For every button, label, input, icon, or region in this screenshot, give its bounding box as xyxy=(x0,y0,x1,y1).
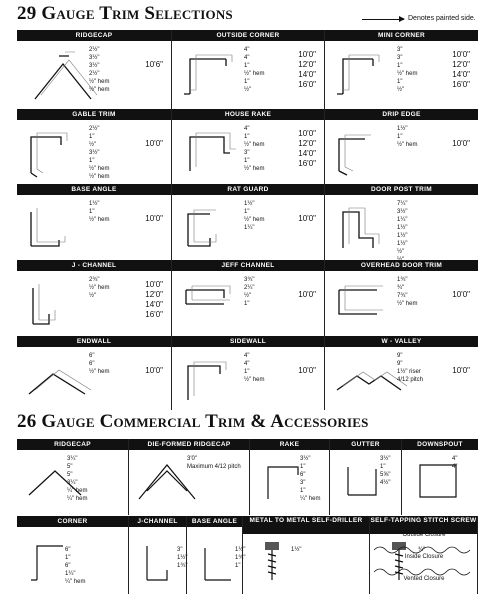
trim-length: 14'0" xyxy=(298,70,316,79)
trim-header: BASE ANGLE xyxy=(17,184,171,195)
trim-profile-line xyxy=(205,548,231,580)
trim-profile-depth xyxy=(194,210,216,242)
trim26-cell-metal-to-metal-self-driller xyxy=(243,516,370,594)
trim-cell-endwall xyxy=(17,336,172,410)
closure-wave-icon xyxy=(374,522,470,530)
trim-dimension-notes xyxy=(397,46,441,94)
trim-dimension-notes xyxy=(291,546,301,554)
trim-profile-line xyxy=(339,139,365,175)
trim-length-list xyxy=(298,290,316,300)
trim26-cell-rake xyxy=(250,439,330,515)
trim-length: 10'0" xyxy=(452,366,470,375)
dimension-note: ¼" hem xyxy=(300,496,321,502)
trim-header: RIDGECAP xyxy=(17,30,171,41)
gauge26-title: 26 Gauge Commercial Trim & Accessories xyxy=(17,411,369,432)
trim-dimension-notes xyxy=(187,455,241,471)
trim-profile-depth xyxy=(345,135,371,171)
closure-label: Outside Closure xyxy=(402,532,446,538)
dimension-note: ½" hem xyxy=(89,174,110,180)
trim-length: 10'6" xyxy=(145,60,163,69)
trim-header: DOOR POST TRIM xyxy=(325,184,478,195)
trim26-cell-base-angle xyxy=(187,516,246,594)
trim-length: 16'0" xyxy=(452,80,470,89)
trim-header: OUTSIDE CORNER xyxy=(172,30,324,41)
trim26-cell-die-formed-ridgecap xyxy=(129,439,250,515)
dimension-note: ½" hem xyxy=(89,217,110,223)
dimension-note: 1½" xyxy=(397,233,408,239)
trim-cell-rat-guard xyxy=(172,184,325,260)
dimension-note: 3½" xyxy=(89,55,100,61)
trim-dimension-notes xyxy=(89,200,133,224)
dimension-note: 2½" xyxy=(89,47,100,53)
trim-length-list xyxy=(145,280,163,320)
dimension-note: 3¼" xyxy=(67,480,78,486)
trim-profile-line xyxy=(33,288,49,324)
trim-profile-line xyxy=(268,467,298,499)
dimension-note: 7¼" xyxy=(397,201,408,207)
trim-profile-line xyxy=(188,366,220,400)
trim-dimension-notes xyxy=(300,455,320,503)
dimension-note: 1" xyxy=(244,369,250,375)
dimension-note: 3¼" xyxy=(67,456,78,462)
trim-length: 12'0" xyxy=(452,60,470,69)
dimension-note: 1" xyxy=(65,555,71,561)
dimension-note: 6" xyxy=(89,361,95,367)
trim-header: ENDWALL xyxy=(17,336,171,347)
dimension-note: 1" xyxy=(380,464,386,470)
trim-header: BASE ANGLE xyxy=(187,516,242,527)
closure-item xyxy=(374,522,474,538)
dimension-note: 1" xyxy=(89,209,95,215)
dimension-note: ½" hem xyxy=(89,79,110,85)
dimension-note: 4" xyxy=(244,361,250,367)
dimension-note: 4" xyxy=(244,353,250,359)
trim-length-list xyxy=(145,139,163,149)
trim-profile-line xyxy=(31,137,61,177)
trim-header: METAL TO METAL SELF-DRILLER xyxy=(243,516,369,534)
dimension-note: ½" xyxy=(89,293,97,299)
dimension-note: ½" xyxy=(397,87,405,93)
dimension-note: ½" hem xyxy=(244,166,265,172)
dimension-note: 3½" xyxy=(89,150,100,156)
dimension-note: 4½" xyxy=(380,480,391,486)
trim-length: 10'0" xyxy=(452,50,470,59)
trim-profile-line xyxy=(31,546,63,580)
trim-dimension-notes xyxy=(177,546,187,570)
dimension-note: 1½" xyxy=(177,555,188,561)
closure-wave-icon xyxy=(374,566,470,574)
trim-profile-line xyxy=(29,374,85,394)
dimension-note: 5" xyxy=(67,472,73,478)
trim-header: SIDEWALL xyxy=(172,336,324,347)
dimension-note: 1" xyxy=(244,301,250,307)
trim-dimension-notes xyxy=(89,46,133,94)
dimension-note: ½" hem xyxy=(244,377,265,383)
trim-header: J - CHANNEL xyxy=(17,260,171,271)
dimension-note: 1" xyxy=(397,79,403,85)
trim-profile-line xyxy=(188,214,210,246)
trim-dimension-notes xyxy=(244,46,288,94)
trim-cell-j-channel xyxy=(17,260,172,336)
dimension-note: 1" xyxy=(397,63,403,69)
trim-header: DOWNSPOUT xyxy=(402,439,478,450)
screw-thread xyxy=(268,550,276,580)
dimension-note: 4" xyxy=(244,47,250,53)
trim-header: MINI CORNER xyxy=(325,30,478,41)
dimension-note: 5" xyxy=(67,464,73,470)
dimension-note: 3½" xyxy=(89,63,100,69)
dimension-note: 2½" xyxy=(89,126,100,132)
dimension-note: 9" xyxy=(397,361,403,367)
dimension-note: 1" xyxy=(244,134,250,140)
dimension-note: 1¼" xyxy=(65,571,76,577)
trim-header: GABLE TRIM xyxy=(17,109,171,120)
dimension-note: 6" xyxy=(89,353,95,359)
trim-header: OVERHEAD DOOR TRIM xyxy=(325,260,478,271)
trim-cell-mini-corner xyxy=(325,30,478,109)
trim-length: 12'0" xyxy=(298,139,316,148)
trim-cell-sidewall xyxy=(172,336,325,410)
trim-length: 10'0" xyxy=(298,214,316,223)
trim-header: CORNER xyxy=(17,516,128,527)
trim-profile-line xyxy=(348,467,376,495)
dimension-note: 1" xyxy=(397,134,403,140)
dimension-note: 4" xyxy=(244,55,250,61)
trim-length: 10'0" xyxy=(145,280,163,289)
trim-cell-w-valley xyxy=(325,336,478,410)
trim-profile-depth xyxy=(37,133,67,173)
dimension-note: 1" xyxy=(244,158,250,164)
trim-profile-line xyxy=(343,212,373,248)
trim-dimension-notes xyxy=(452,455,457,471)
dimension-note: 1¼" xyxy=(244,225,255,231)
trim-length: 14'0" xyxy=(452,70,470,79)
dimension-note: ½" hem xyxy=(244,217,265,223)
trim-cell-house-rake xyxy=(172,109,325,184)
trim-header: SELF-TAPPING STITCH SCREW xyxy=(370,516,477,534)
dimension-note: 3" xyxy=(300,480,306,486)
dimension-note: 1½" xyxy=(244,201,255,207)
trim-length-list xyxy=(452,290,470,300)
dimension-note: 3" xyxy=(177,547,183,553)
dimension-note: 1" xyxy=(235,563,241,569)
painted-side-legend xyxy=(362,17,477,31)
dimension-note: 1¾" xyxy=(235,555,246,561)
trim-profile-line xyxy=(337,59,373,94)
dimension-note: 1¾" xyxy=(177,563,188,569)
trim-length-list xyxy=(298,214,316,224)
trim26-cell-j-channel xyxy=(129,516,187,594)
dimension-note: ½" xyxy=(244,293,252,299)
dimension-note: 1" xyxy=(244,79,250,85)
dimension-note: 9" xyxy=(397,353,403,359)
trim-dimension-notes xyxy=(397,276,441,308)
dimension-note: 1" xyxy=(89,134,95,140)
trim26-cell-downspout xyxy=(402,439,478,515)
dimension-note: 1½" xyxy=(397,225,408,231)
trim-dimension-notes xyxy=(89,125,133,181)
dimension-note: ¾" xyxy=(418,547,426,553)
trim-length: 16'0" xyxy=(298,80,316,89)
dimension-note: 1" xyxy=(300,488,306,494)
dimension-note: 3½" xyxy=(397,209,408,215)
trim-cell-outside-corner xyxy=(172,30,325,109)
dimension-note: 6" xyxy=(65,547,71,553)
screw-head xyxy=(265,542,279,550)
dimension-note: ¾" xyxy=(397,285,405,291)
trim-length-list xyxy=(298,129,316,169)
closure-label: Vented Closure xyxy=(403,576,445,582)
trim-length-list xyxy=(145,366,163,376)
trim-dimension-notes xyxy=(244,276,288,308)
trim-length: 10'0" xyxy=(452,139,470,148)
dimension-note: 7¾" xyxy=(397,293,408,299)
dimension-note: 6" xyxy=(65,563,71,569)
dimension-note: 3" xyxy=(397,55,403,61)
trim-cell-door-post-trim xyxy=(325,184,478,260)
closure-label: Inside Closure xyxy=(404,554,444,560)
dimension-note: 4" xyxy=(452,456,458,462)
trim-profile-line xyxy=(35,56,91,99)
trim26-cell-ridgecap xyxy=(17,439,129,515)
closure-item xyxy=(374,566,474,582)
trim-profile-line xyxy=(31,212,59,246)
trim-profile-depth xyxy=(39,284,55,320)
closure-list xyxy=(374,522,474,588)
dimension-note: 3" xyxy=(397,47,403,53)
dimension-note: 5⅝" xyxy=(380,472,391,478)
trim-length: 10'0" xyxy=(298,50,316,59)
dimension-note: 6" xyxy=(300,472,306,478)
trim-cell-base-angle xyxy=(17,184,172,260)
trim-length-list xyxy=(145,214,163,224)
trim-length-list xyxy=(298,366,316,376)
dimension-note: 3¾" xyxy=(244,277,255,283)
trim-length: 12'0" xyxy=(298,60,316,69)
trim-profile-line xyxy=(186,290,224,304)
dimension-note: 3'0" xyxy=(187,456,197,462)
dimension-note: 1" xyxy=(244,209,250,215)
painted-side-arrow-icon xyxy=(362,19,404,20)
trim-dimension-notes xyxy=(397,200,441,264)
trim-header: DRIP EDGE xyxy=(325,109,478,120)
trim-profile-depth xyxy=(196,133,236,167)
trim-length-list xyxy=(452,366,470,376)
dimension-note: ½" hem xyxy=(397,301,418,307)
trim-length: 10'0" xyxy=(298,129,316,138)
trim-dimension-notes xyxy=(380,455,390,487)
trim-profile-depth xyxy=(194,362,226,396)
trim-dimension-notes xyxy=(67,455,87,503)
trim-header: J-CHANNEL xyxy=(129,516,186,527)
trim-length: 14'0" xyxy=(298,149,316,158)
dimension-note: 1¾" xyxy=(397,277,408,283)
trim-dimension-notes xyxy=(244,200,288,232)
trim-header: DIE-FORMED RIDGECAP xyxy=(129,439,249,450)
trim-length-list xyxy=(452,50,470,90)
dimension-note: ½" hem xyxy=(89,285,110,291)
dimension-note: 2¾" xyxy=(89,277,100,283)
trim-profile-line xyxy=(184,59,226,94)
trim-dimension-notes xyxy=(244,352,288,384)
trim-dimension-notes xyxy=(89,276,133,300)
trim-cell-ridgecap xyxy=(17,30,172,109)
dimension-note: ½" xyxy=(244,87,252,93)
dimension-note: 1" xyxy=(89,158,95,164)
dimension-note: 1¼" xyxy=(397,217,408,223)
dimension-note: 1½" xyxy=(397,241,408,247)
trim-header: RAKE xyxy=(250,439,329,450)
trim-dimension-notes xyxy=(397,352,441,384)
trim-length: 10'0" xyxy=(298,366,316,375)
trim-dimension-notes xyxy=(89,352,133,376)
trim-profile-line xyxy=(420,465,456,497)
closure-wave-icon xyxy=(374,544,470,552)
trim-profile-line xyxy=(337,376,401,390)
trim-cell-overhead-door-trim xyxy=(325,260,478,336)
dimension-note: Maximum 4/12 pitch xyxy=(187,464,241,470)
dimension-note: 1½" xyxy=(291,547,302,553)
trim-header: RAT GUARD xyxy=(172,184,324,195)
trim-length: 10'0" xyxy=(145,214,163,223)
dimension-note: 1" xyxy=(300,464,306,470)
gauge29-title: 29 Gauge Trim Selections xyxy=(17,3,233,24)
dimension-note: ½" hem xyxy=(397,142,418,148)
dimension-note: 4/12 pitch xyxy=(397,377,424,383)
trim-length: 10'0" xyxy=(145,139,163,148)
trim-length: 16'0" xyxy=(145,310,163,319)
dimension-note: 2½" xyxy=(89,71,100,77)
trim-header: RIDGECAP xyxy=(17,439,128,450)
trim-header: GUTTER xyxy=(330,439,401,450)
dimension-note: ½" hem xyxy=(244,142,265,148)
trim-profile-line xyxy=(147,546,167,580)
trim-length: 12'0" xyxy=(145,290,163,299)
trim-length-list xyxy=(145,60,163,70)
trim-dimension-notes xyxy=(244,125,288,173)
painted-side-legend-text: Denotes painted side. xyxy=(408,15,476,22)
trim-length-list xyxy=(298,50,316,90)
screw-icon xyxy=(251,536,301,586)
trim-length: 16'0" xyxy=(298,159,316,168)
trim-cell-gable-trim xyxy=(17,109,172,184)
closure-item xyxy=(374,544,474,560)
trim-cell-drip-edge xyxy=(325,109,478,184)
dimension-note: 1½" xyxy=(397,126,408,132)
trim-length: 14'0" xyxy=(145,300,163,309)
dimension-note: ½" hem xyxy=(397,71,418,77)
dimension-note: ½" hem xyxy=(89,369,110,375)
dimension-note: 3" xyxy=(244,150,250,156)
dimension-note: ½" hem xyxy=(89,87,110,93)
dimension-note: 3½" xyxy=(380,456,391,462)
dimension-note: 4" xyxy=(452,464,458,470)
dimension-note: ¼" hem xyxy=(67,488,88,494)
trim-length: 10'0" xyxy=(145,366,163,375)
dimension-note: ½" hem xyxy=(89,166,110,172)
trim-header: JEFF CHANNEL xyxy=(172,260,324,271)
dimension-note: ½" xyxy=(89,142,97,148)
trim-length: 10'0" xyxy=(452,290,470,299)
trim-profile-depth xyxy=(37,208,65,242)
trim-dimension-notes xyxy=(65,546,85,586)
trim26-cell-corner xyxy=(17,516,129,594)
dimension-note: 3½" xyxy=(300,456,311,462)
trim-length: 10'0" xyxy=(298,290,316,299)
trim-profile-drawing xyxy=(410,455,470,505)
dimension-note: ¼" hem xyxy=(67,496,88,502)
trim26-cell-gutter xyxy=(330,439,402,515)
dimension-note: 1½" xyxy=(235,547,246,553)
dimension-note: 1½" xyxy=(89,201,100,207)
dimension-note: ½" hem xyxy=(244,71,265,77)
dimension-note: ½" xyxy=(397,249,405,255)
dimension-note: 1" xyxy=(244,63,250,69)
dimension-note: 4" xyxy=(244,126,250,132)
trim-cell-jeff-channel xyxy=(172,260,325,336)
trim-length-list xyxy=(452,139,470,149)
dimension-note: 2¼" xyxy=(244,285,255,291)
trim-header: W - VALLEY xyxy=(325,336,478,347)
dimension-note: ¼" hem xyxy=(65,579,86,585)
trim-dimension-notes xyxy=(397,125,441,149)
dimension-note: 1½" riser xyxy=(397,369,421,375)
trim-header: HOUSE RAKE xyxy=(172,109,324,120)
